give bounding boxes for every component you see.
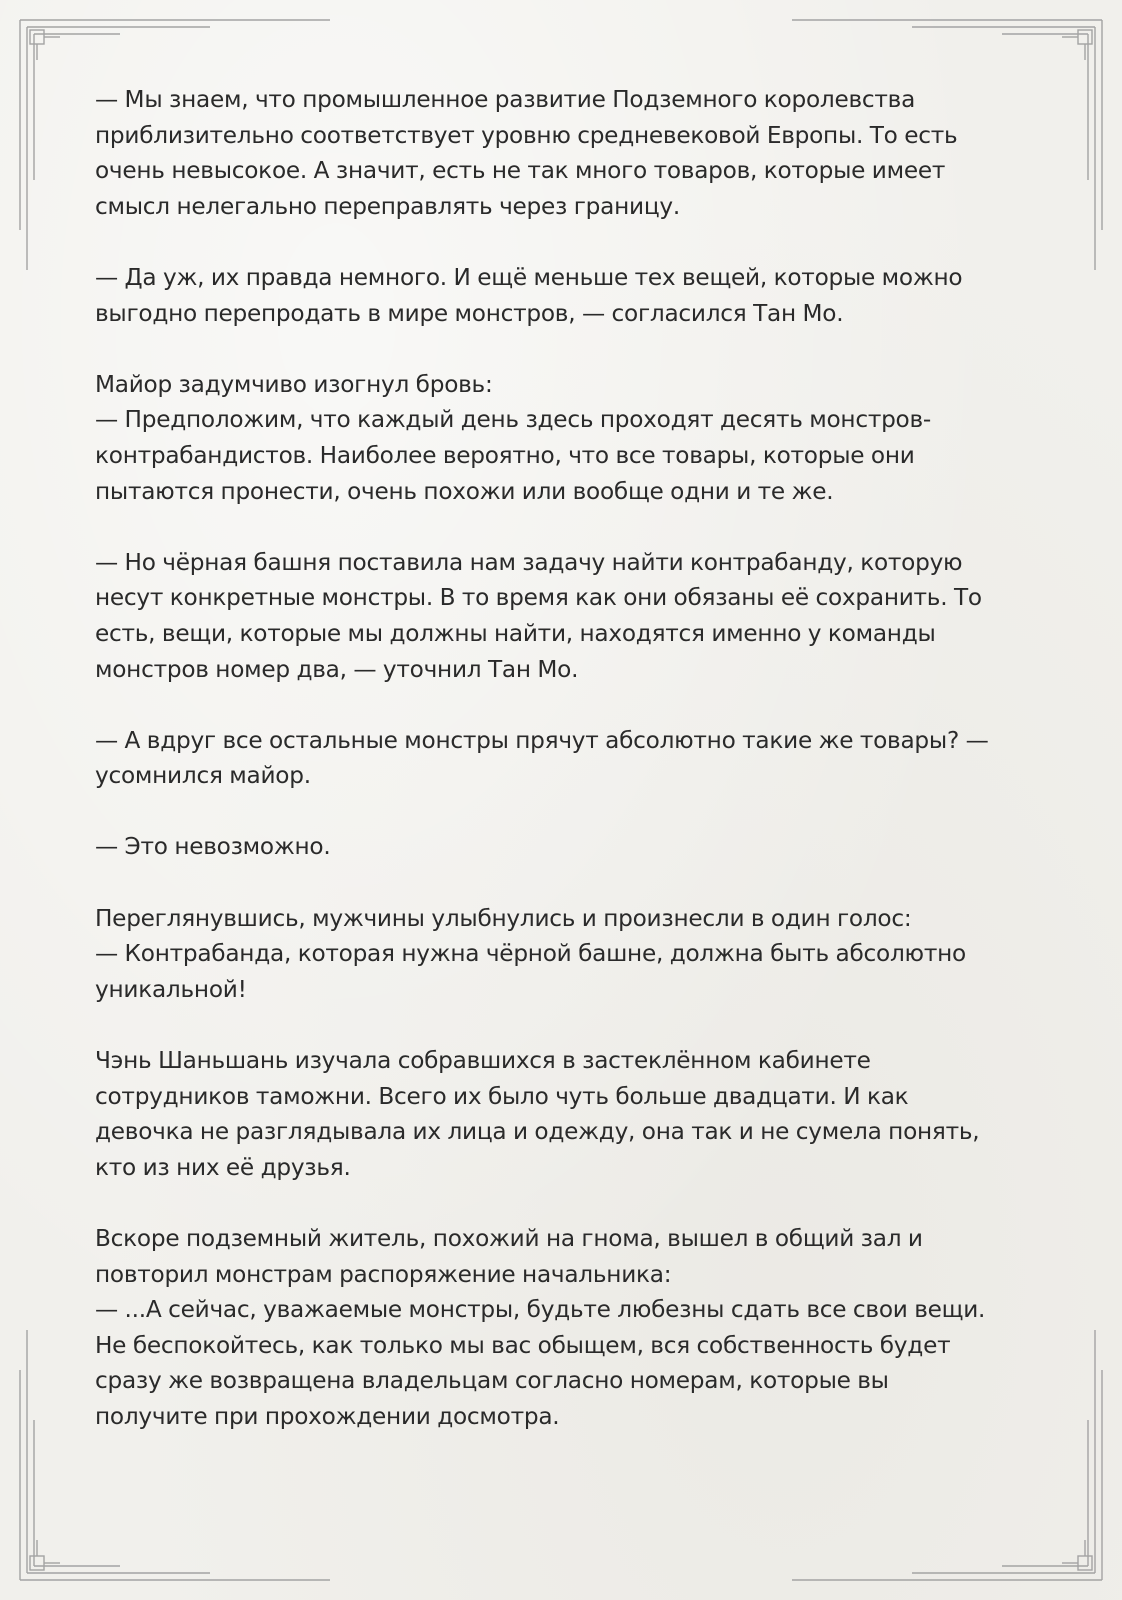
text-line: — ...А сейчас, уважаемые монстры, будьте любезны сдать все свои вещи.: [95, 1296, 986, 1324]
text-line: есть, вещи, которые мы должны найти, находятся именно у команды: [95, 619, 936, 647]
text-line: — Но чёрная башня поставила нам задачу найти контрабанду, которую: [95, 548, 963, 576]
text-line: сотрудников таможни. Всего их было чуть больше двадцати. И как: [95, 1082, 909, 1110]
text-line: — Предположим, что каждый день здесь проходят десять монстров-: [95, 406, 932, 434]
text-line: Чэнь Шаньшань изучала собравшихся в застеклённом кабинете: [95, 1047, 871, 1075]
text-line: усомнился майор.: [95, 762, 311, 790]
text-line: контрабандистов. Наиболее вероятно, что все товары, которые они: [95, 441, 915, 469]
text-line: — Контрабанда, которая нужна чёрной башне, должна быть абсолютно: [95, 940, 966, 968]
text-line: уникальной!: [95, 975, 247, 1003]
text-line: смысл нелегально переправлять через границу.: [95, 192, 680, 220]
text-line: Майор задумчиво изогнул бровь:: [95, 370, 493, 398]
paragraph: [95, 723, 1040, 794]
text-line: повторил монстрам распоряжение начальника:: [95, 1260, 672, 1288]
text-line: получите при прохождении досмотра.: [95, 1402, 560, 1430]
text-line: кто из них её друзья.: [95, 1153, 351, 1181]
text-line: сразу же возвращена владельцам согласно номерам, которые вы: [95, 1367, 889, 1395]
text-line: несут конкретные монстры. В то время как они обязаны её сохранить. То: [95, 584, 982, 612]
paragraph: [95, 545, 1040, 687]
text-line: Не беспокойтесь, как только мы вас обыщем, вся собственность будет: [95, 1331, 951, 1359]
paragraph: [95, 1043, 1040, 1185]
text-line: — Мы знаем, что промышленное развитие Подземного королевства: [95, 86, 916, 113]
text-line: пытаются пронести, очень похожи или вообще одни и те же.: [95, 477, 834, 505]
paragraph: [95, 367, 1040, 509]
paragraph: [95, 829, 1040, 865]
text-line: девочка не разглядывала их лица и одежду, она так и не сумела понять,: [95, 1118, 980, 1146]
document-body: [95, 82, 1040, 1470]
text-line: Вскоре подземный житель, похожий на гнома, вышел в общий зал и: [95, 1225, 923, 1252]
text-line: — А вдруг все остальные монстры прячут абсолютно такие же товары? —: [95, 726, 989, 754]
text-line: монстров номер два, — уточнил Тан Мо.: [95, 655, 579, 683]
text-line: выгодно перепродать в мире монстров, — согласился Тан Мо.: [95, 299, 844, 327]
text-line: — Да уж, их правда немного. И ещё меньше тех вещей, которые можно: [95, 263, 963, 291]
text-line: приблизительно соответствует уровню средневековой Европы. То есть: [95, 121, 958, 149]
text-line: Переглянувшись, мужчины улыбнулись и произнесли в один голос:: [95, 904, 912, 932]
paragraph: [95, 82, 1040, 224]
paragraph: [95, 901, 1040, 1008]
text-line: — Это невозможно.: [95, 833, 331, 861]
text-line: очень невысокое. А значит, есть не так много товаров, которые имеет: [95, 157, 946, 185]
paragraph: [95, 1221, 1040, 1435]
paragraph: [95, 260, 1040, 331]
